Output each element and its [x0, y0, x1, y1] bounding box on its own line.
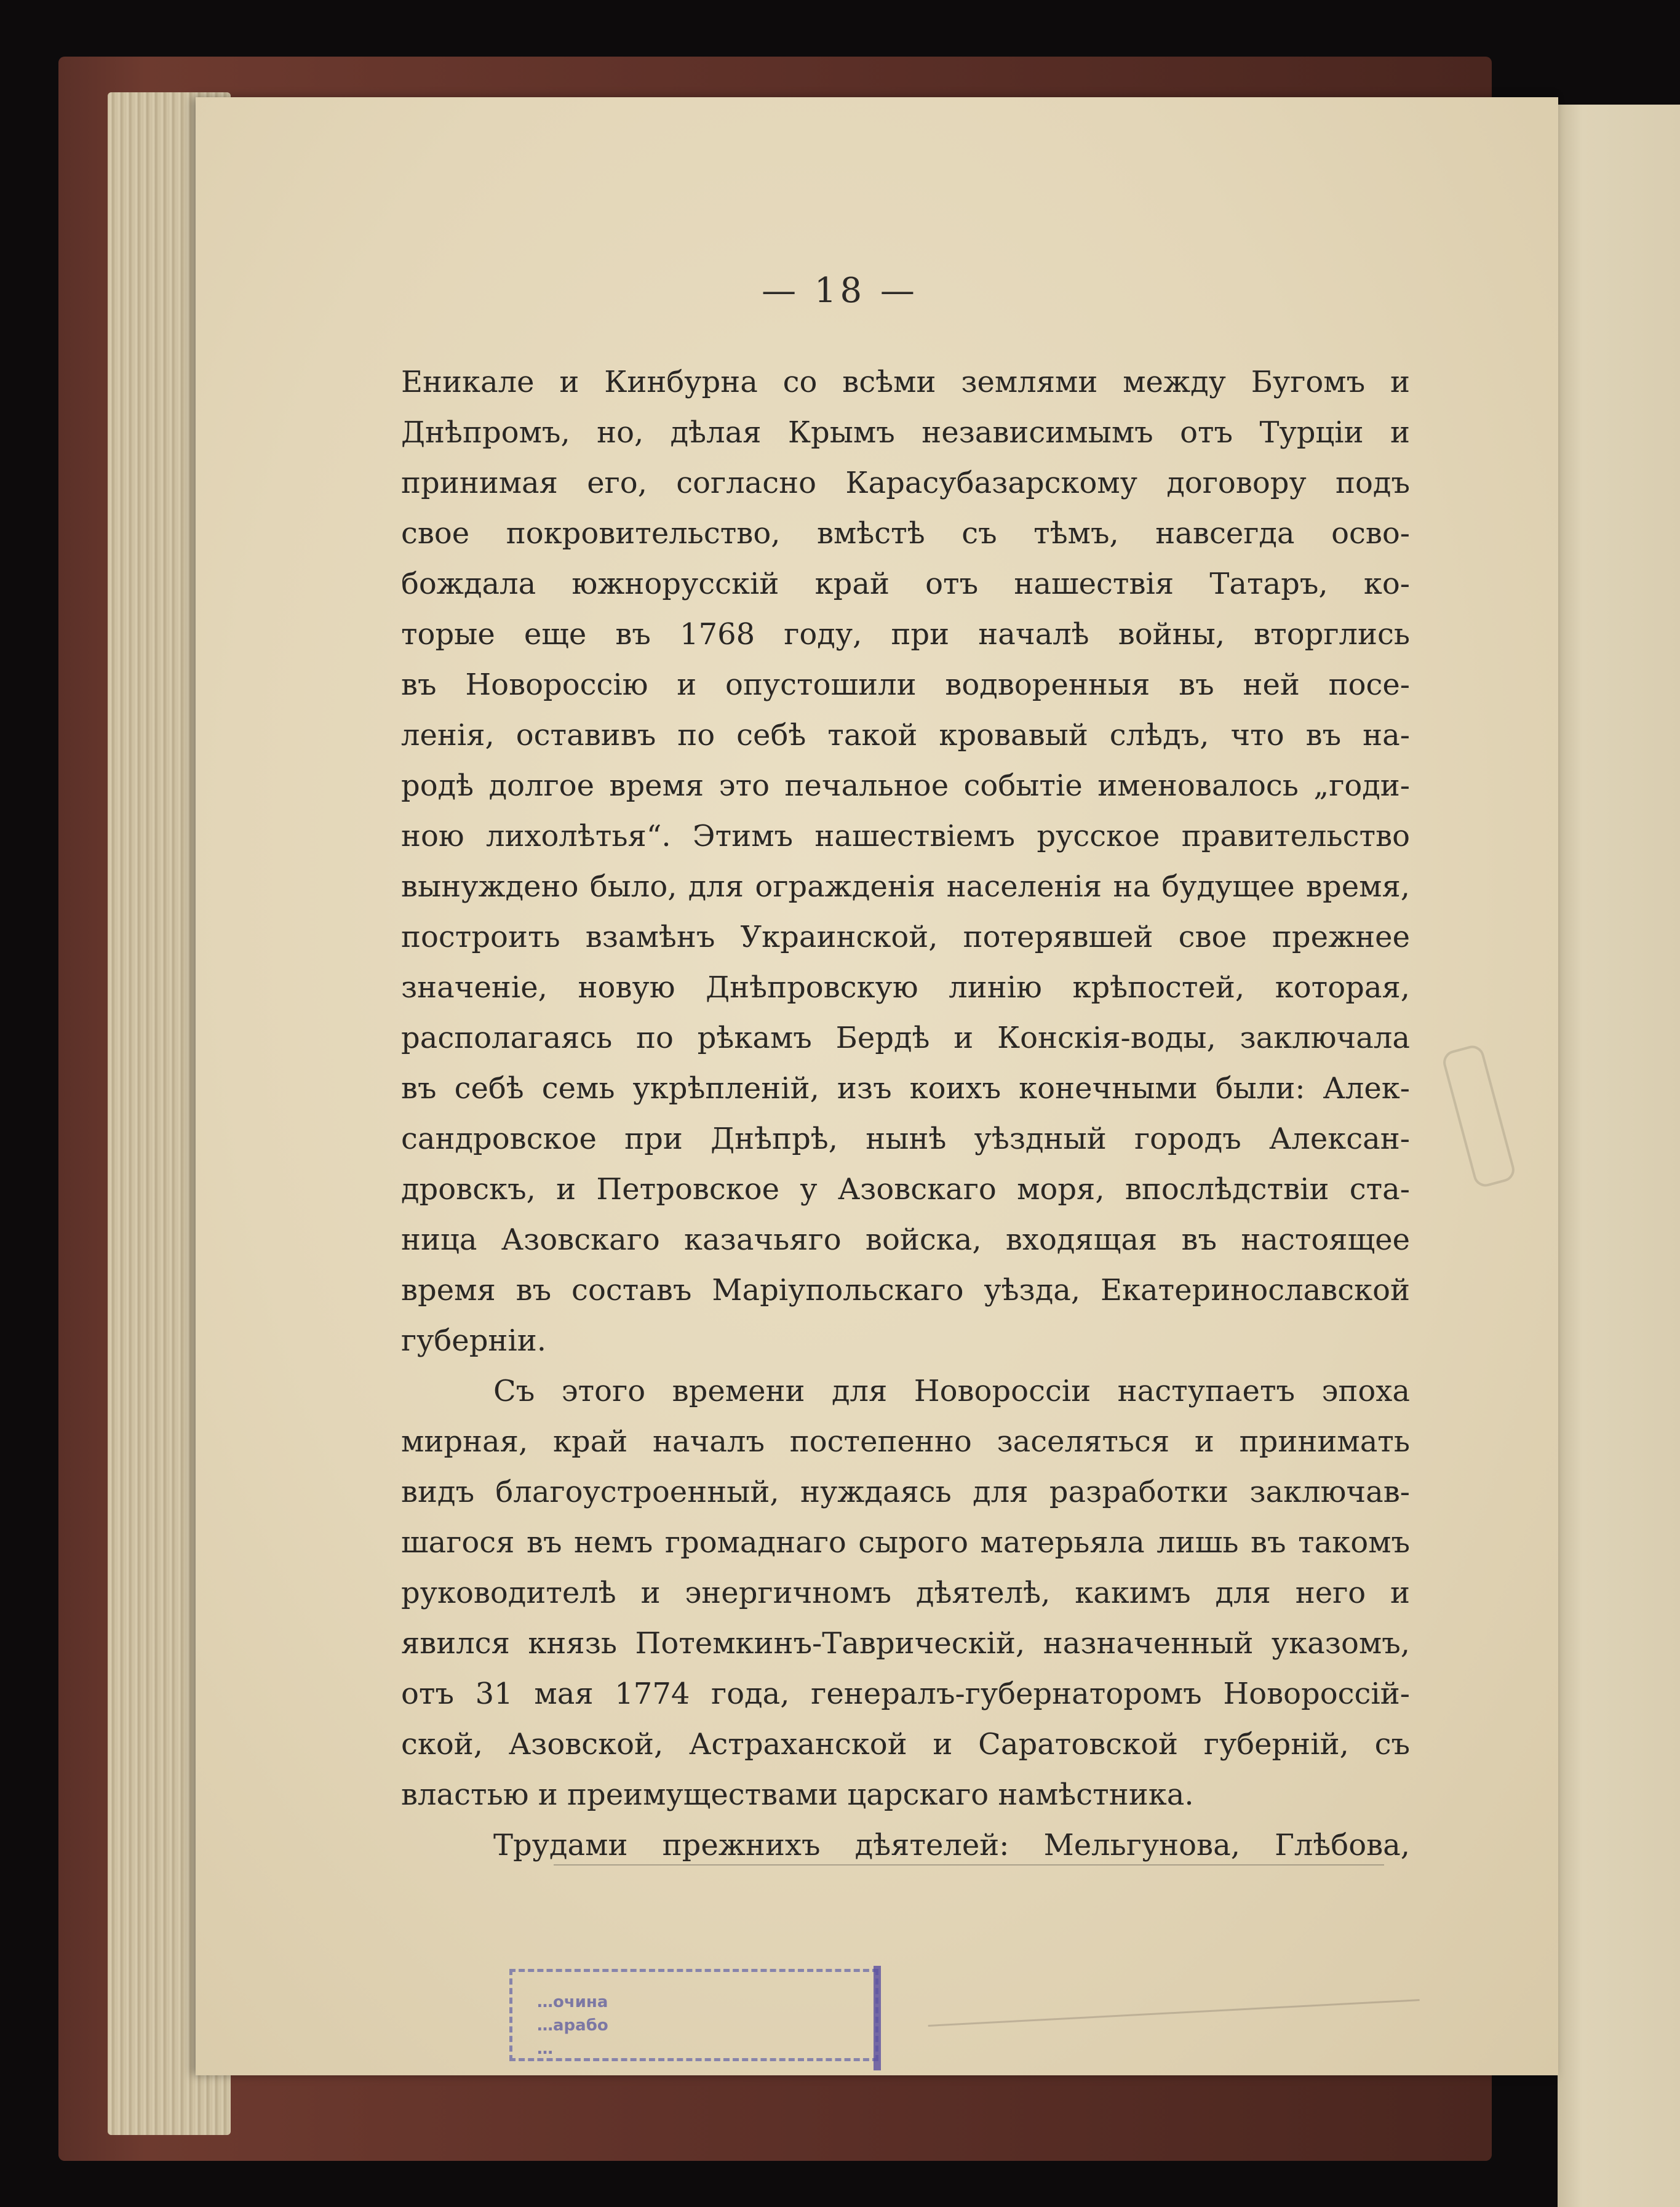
text-line: властью и преимуществами царскаго намѣстника.: [401, 1778, 1194, 1812]
text-line: располагаясь по рѣкамъ Бердѣ и Конскія-воды, заключала: [401, 1021, 1410, 1055]
page-number: — 18 —: [762, 271, 918, 311]
text-line: построить взамѣнъ Украинской, потерявшей свое прежнее: [401, 920, 1410, 954]
text-line: вынуждено было, для огражденія населенія на будущее время,: [401, 869, 1410, 904]
stamp-mark: [874, 1966, 881, 2070]
stamp-text-line: …арабо: [537, 2016, 608, 2035]
text-line: ница Азовскаго казачьяго войска, входящая въ настоящее: [401, 1223, 1410, 1257]
text-line: бождала южнорусскій край отъ нашествія Татаръ, ко-: [401, 567, 1410, 601]
text-line: Съ этого времени для Новороссіи наступаетъ эпоха: [493, 1374, 1410, 1408]
text-line: сандровское при Днѣпрѣ, нынѣ уѣздный городъ Алексан-: [401, 1122, 1410, 1156]
text-line: значеніе, новую Днѣпровскую линію крѣпостей, которая,: [401, 970, 1410, 1005]
text-line: ленія, оставивъ по себѣ такой кровавый слѣдъ, что въ на-: [401, 718, 1410, 752]
bottom-rule: [554, 1864, 1384, 1866]
body-text: [401, 357, 1410, 1870]
text-line: шагося въ немъ громаднаго сырого матерьяла лишь въ такомъ: [401, 1525, 1410, 1560]
text-line: видъ благоустроенный, нуждаясь для разработки заключав-: [401, 1475, 1410, 1509]
text-line: дровскъ, и Петровское у Азовскаго моря, впослѣдствіи ста-: [401, 1172, 1410, 1207]
text-line: торые еще въ 1768 году, при началѣ войны, вторглись: [401, 617, 1410, 652]
text-line: въ себѣ семь укрѣпленій, изъ коихъ конечными были: Алек-: [401, 1071, 1410, 1106]
text-line: явился князь Потемкинъ-Таврическій, назначенный указомъ,: [401, 1626, 1410, 1661]
facing-page-edge: [1558, 105, 1680, 2207]
text-line: принимая его, согласно Карасубазарскому договору подъ: [401, 466, 1410, 500]
stamp-text-line: …очина: [537, 1993, 608, 2011]
stamp-text-line: …: [537, 2040, 553, 2058]
text-line: ской, Азовской, Астраханской и Саратовской губерній, съ: [401, 1727, 1410, 1762]
text-line: Днѣпромъ, но, дѣлая Крымъ независимымъ отъ Турціи и: [401, 415, 1410, 450]
text-line: Еникале и Кинбурна со всѣми землями между Бугомъ и: [401, 365, 1410, 399]
library-stamp: [509, 1969, 878, 2061]
text-line: мирная, край началъ постепенно заселяться и принимать: [401, 1424, 1410, 1459]
text-line: время въ составъ Маріупольскаго уѣзда, Екатеринославской: [401, 1273, 1410, 1307]
text-line: Трудами прежнихъ дѣятелей: Мельгунова, Глѣбова,: [493, 1828, 1410, 1862]
text-line: свое покровительство, вмѣстѣ съ тѣмъ, навсегда осво-: [401, 516, 1410, 551]
text-line: въ Новороссію и опустошили водворенныя въ ней посе-: [401, 668, 1410, 702]
text-line: родѣ долгое время это печальное событіе именовалось „годи-: [401, 768, 1410, 803]
text-line: руководителѣ и энергичномъ дѣятелѣ, какимъ для него и: [401, 1576, 1410, 1610]
text-line: губерніи.: [401, 1323, 547, 1358]
text-line: отъ 31 мая 1774 года, генералъ-губернаторомъ Новороссій-: [401, 1677, 1410, 1711]
text-line: ною лихолѣтья“. Этимъ нашествіемъ русское правительство: [401, 819, 1410, 853]
